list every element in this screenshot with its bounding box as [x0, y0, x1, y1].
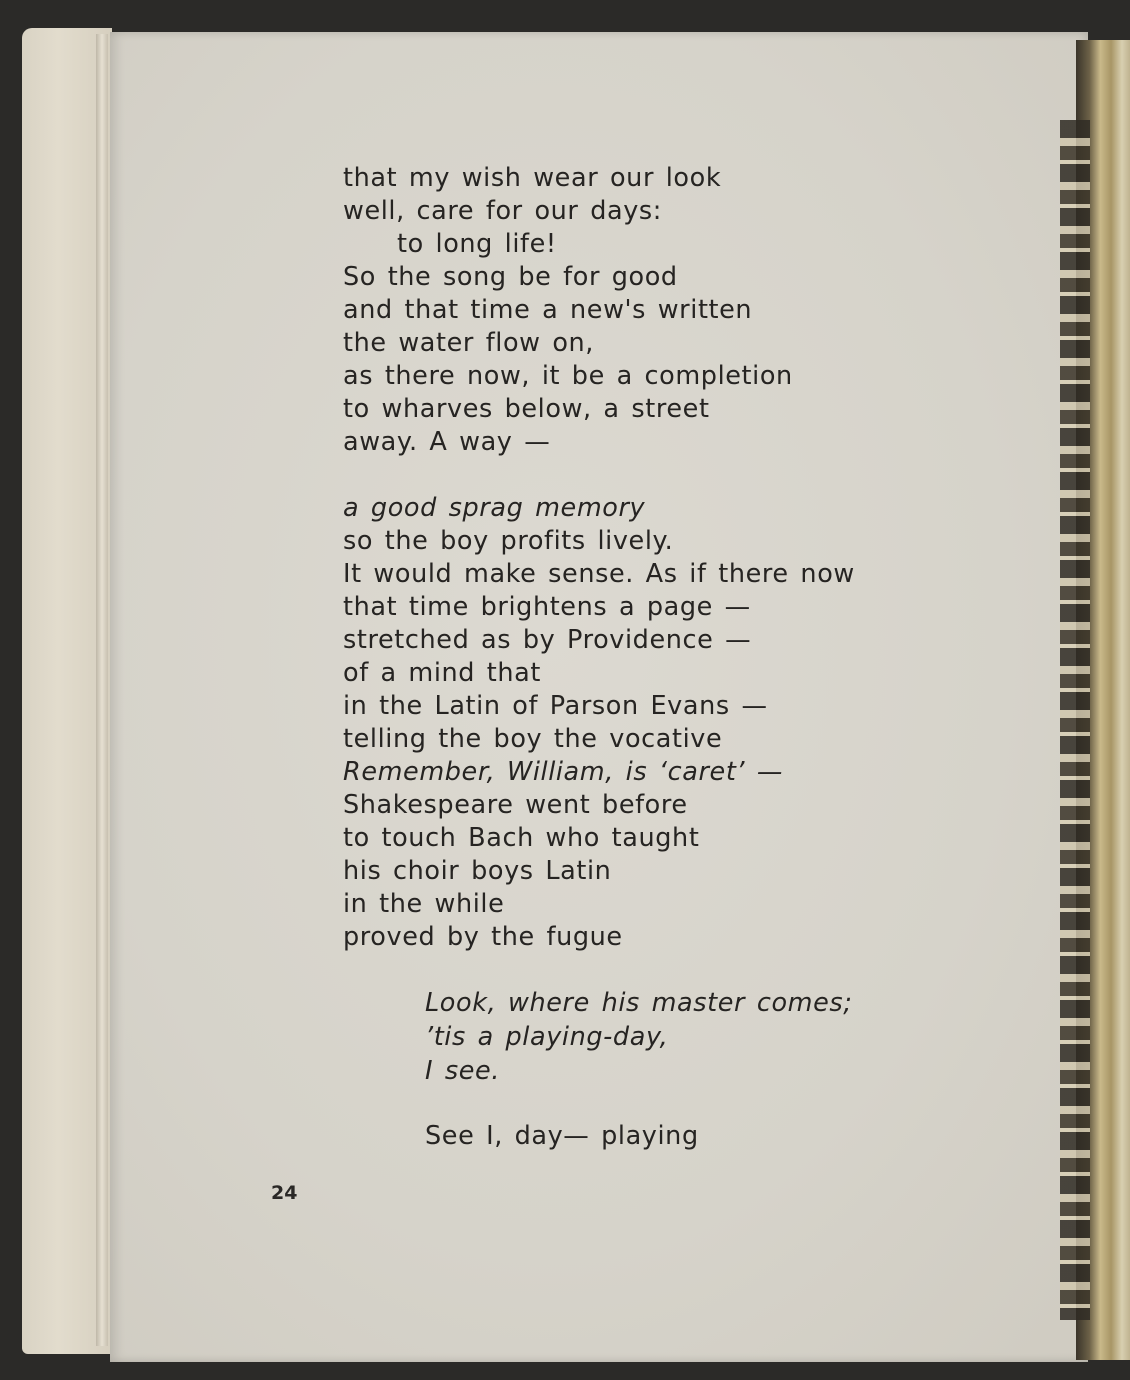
poem-line: and that time a new's written: [343, 295, 753, 325]
poem-line: telling the boy the vocative: [343, 724, 723, 754]
poem-line-italic: Remember, William, is ‘caret’ —: [343, 757, 783, 787]
poem-line: so the boy profits lively.: [343, 526, 674, 556]
poem-line: of a mind that: [343, 658, 541, 688]
poem-line: in the while: [343, 889, 505, 919]
poem-line: proved by the fugue: [343, 922, 623, 952]
page-stack-edge: [96, 34, 108, 1346]
poem-line: to wharves below, a street: [343, 394, 710, 424]
poem-line: to touch Bach who taught: [343, 823, 700, 853]
quote-line: Look, where his master comes;: [425, 988, 853, 1018]
poem-line: that time brightens a page —: [343, 592, 751, 622]
poem-line-italic: a good sprag memory: [343, 493, 646, 523]
poem-line: It would make sense. As if there now: [343, 559, 855, 589]
poem-line: that my wish wear our look: [343, 163, 722, 193]
poem-line: his choir boys Latin: [343, 856, 612, 886]
page-number: 24: [271, 1182, 298, 1204]
poem-line: the water flow on,: [343, 328, 595, 358]
shakespeare-quote: [425, 986, 985, 1088]
poem-coda-line: See I, day— playing: [425, 1121, 699, 1151]
quote-line: I see.: [425, 1056, 500, 1086]
quote-line: ’tis a playing-day,: [425, 1022, 669, 1052]
stanza-break: [343, 459, 963, 492]
poem-line: away. A way —: [343, 427, 551, 457]
poem-line: Shakespeare went before: [343, 790, 688, 820]
torn-page-edge: [1060, 120, 1090, 1320]
poem-line: to long life!: [397, 229, 557, 259]
poem-line: well, care for our days:: [343, 196, 662, 226]
poem-line: in the Latin of Parson Evans —: [343, 691, 768, 721]
poem-line: stretched as by Providence —: [343, 625, 752, 655]
poem-line: So the song be for good: [343, 262, 678, 292]
poem-line: as there now, it be a completion: [343, 361, 793, 391]
poem-stanza-body: [343, 162, 963, 954]
